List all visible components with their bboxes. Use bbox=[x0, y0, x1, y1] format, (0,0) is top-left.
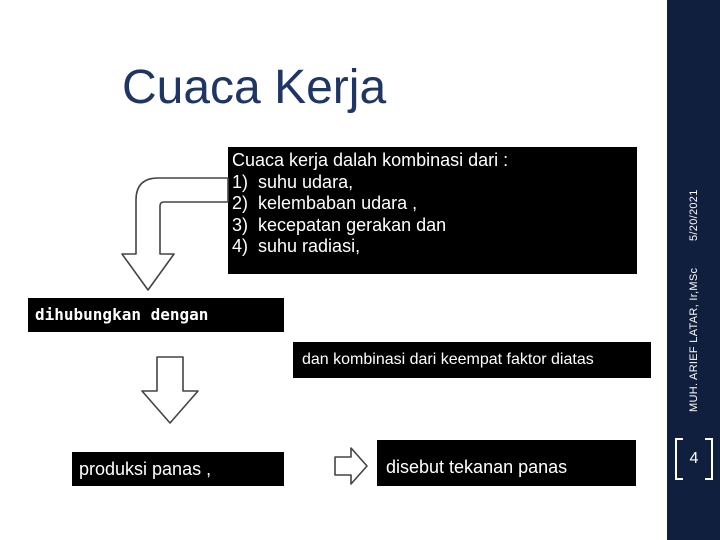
linked-label-box: dihubungkan dengan bbox=[28, 298, 284, 332]
slide-title: Cuaca Kerja bbox=[122, 61, 387, 114]
right-arrow-icon bbox=[333, 446, 369, 486]
page-number-text: 4 bbox=[689, 450, 699, 467]
page-number bbox=[673, 436, 715, 482]
definition-box bbox=[228, 147, 637, 274]
definition-item: 3) kecepatan gerakan dan bbox=[232, 214, 447, 235]
definition-item: 4) suhu radiasi, bbox=[232, 236, 361, 257]
down-arrow-icon bbox=[140, 355, 200, 427]
slide-date: 5/20/2021 bbox=[688, 189, 700, 241]
combination-note-box: dan kombinasi dari keempat faktor diatas bbox=[293, 342, 651, 378]
bent-arrow-icon bbox=[120, 170, 230, 300]
definition-intro: Cuaca kerja dalah kombinasi dari : bbox=[232, 150, 509, 170]
heat-stress-box: disebut tekanan panas bbox=[377, 440, 636, 486]
heat-production-box: produksi panas , bbox=[72, 452, 284, 486]
definition-item: 1) suhu udara, bbox=[232, 171, 354, 192]
definition-item: 2) kelembaban udara , bbox=[232, 193, 418, 214]
slide-author: MUH. ARIEF LATAR, Ir,MSc bbox=[688, 267, 700, 413]
